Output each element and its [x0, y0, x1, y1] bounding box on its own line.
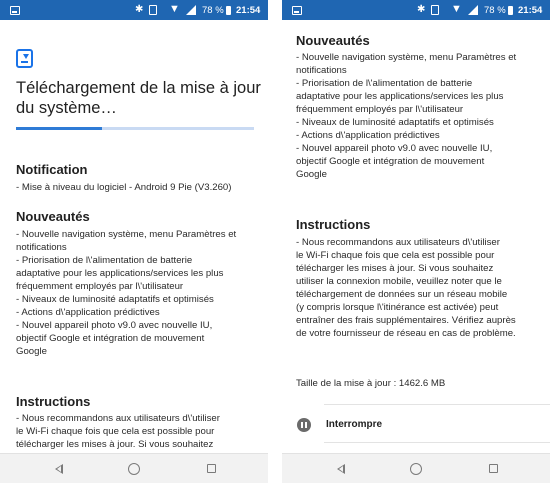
text-line: fréquemment employés par l\'utilisateur — [296, 104, 464, 115]
app-notification-icon — [292, 6, 302, 15]
divider — [324, 404, 550, 405]
text-line: objectif Google et intégration de mouvement — [296, 156, 485, 167]
text-line: - Actions d\'application prédictives — [16, 307, 160, 318]
text-line: télécharger les mises à jour. Si vous souhaitez — [296, 263, 494, 274]
app-notification-icon — [10, 6, 20, 15]
text-line: téléchargement de données sur un réseau mobile — [296, 289, 508, 300]
text-line: (y compris lorsque l\'itinérance est activée) peut — [296, 302, 499, 313]
signal-icon — [186, 5, 196, 15]
recents-icon[interactable] — [207, 464, 216, 473]
page-title — [16, 78, 264, 118]
instructions-heading: Instructions — [16, 394, 91, 409]
text-line: entraîner des frais supplémentaires. Vérifiez auprès — [296, 315, 516, 326]
text-line: utiliser la connexion mobile, veuillez noter que le — [296, 276, 502, 287]
text-line: - Niveaux de luminosité adaptatifs et optimisés — [296, 117, 494, 128]
nouveautes-text — [296, 51, 539, 181]
instructions-text — [16, 412, 259, 451]
signal-icon — [468, 5, 478, 15]
title-line: du système… — [16, 99, 117, 117]
nouveautes-text — [16, 228, 259, 358]
left-screen — [0, 0, 268, 483]
back-icon[interactable] — [337, 464, 345, 474]
navigation-bar — [0, 453, 268, 483]
download-icon — [16, 49, 33, 68]
text-line: - Actions d\'application prédictives — [296, 130, 440, 141]
interrompre-button[interactable]: Interrompre — [326, 419, 383, 430]
text-line: - Priorisation de l\'alimentation de batterie — [16, 255, 193, 266]
text-line: notifications — [16, 242, 67, 253]
text-line: télécharger les mises à jour. Si vous souhaitez — [16, 439, 214, 450]
text-line: de votre fournisseur de réseau en cas de problème. — [296, 328, 516, 339]
battery-icon — [508, 6, 513, 15]
text-line: adaptative pour les applications/services les plus — [16, 268, 224, 279]
battery-percent: 78 % — [202, 5, 224, 16]
wifi-icon: ▼ — [169, 3, 180, 15]
text-line: - Nous recommandons aux utilisateurs d\'utiliser — [296, 237, 500, 248]
clock: 21:54 — [236, 5, 261, 16]
title-line: Téléchargement de la mise à jour — [16, 79, 261, 97]
status-bar — [282, 0, 550, 20]
text-line: le Wi-Fi chaque fois que cela est possible pour — [16, 426, 215, 437]
notification-heading: Notification — [16, 162, 88, 177]
vibrate-icon — [149, 5, 157, 15]
instructions-heading: Instructions — [296, 217, 371, 232]
text-line: - Nouvelle navigation système, menu Paramètres et — [16, 229, 237, 240]
nouveautes-heading: Nouveautés — [16, 209, 90, 224]
instructions-text — [296, 236, 539, 340]
text-line: - Mise à niveau du logiciel - Android 9 Pie (V3.260) — [16, 182, 232, 193]
text-line: fréquemment employés par l\'utilisateur — [16, 281, 184, 292]
notification-text — [16, 181, 259, 194]
navigation-bar — [282, 453, 550, 483]
text-line: Google — [16, 346, 47, 357]
text-line: - Nouvel appareil photo v9.0 avec nouvelle IU, — [296, 143, 493, 154]
update-details[interactable] — [282, 20, 550, 453]
text-line: - Priorisation de l\'alimentation de batterie — [296, 78, 473, 89]
recents-icon[interactable] — [489, 464, 498, 473]
wifi-icon: ▼ — [451, 3, 462, 15]
text-line: adaptative pour les applications/services les plus — [296, 91, 504, 102]
download-progress-fill — [16, 127, 102, 130]
update-details[interactable] — [0, 20, 268, 453]
home-icon[interactable] — [410, 463, 422, 475]
text-line: notifications — [296, 65, 347, 76]
vibrate-icon — [431, 5, 439, 15]
status-bar — [0, 0, 268, 20]
back-icon[interactable] — [55, 464, 63, 474]
update-size: Taille de la mise à jour : 1462.6 MB — [296, 378, 446, 389]
bluetooth-icon: ✱ — [135, 4, 144, 15]
nouveautes-heading: Nouveautés — [296, 33, 370, 48]
bluetooth-icon: ✱ — [417, 4, 426, 15]
battery-percent: 78 % — [484, 5, 506, 16]
pause-icon[interactable] — [297, 418, 311, 432]
right-screen — [282, 0, 550, 483]
text-line: le Wi-Fi chaque fois que cela est possible pour — [296, 250, 495, 261]
divider — [324, 442, 550, 443]
clock: 21:54 — [518, 5, 543, 16]
text-line: Google — [296, 169, 327, 180]
text-line: - Nouvelle navigation système, menu Paramètres et — [296, 52, 517, 63]
battery-icon — [226, 6, 231, 15]
text-line: - Niveaux de luminosité adaptatifs et optimisés — [16, 294, 214, 305]
text-line: - Nouvel appareil photo v9.0 avec nouvelle IU, — [16, 320, 213, 331]
home-icon[interactable] — [128, 463, 140, 475]
text-line: objectif Google et intégration de mouvement — [16, 333, 205, 344]
text-line: - Nous recommandons aux utilisateurs d\'utiliser — [16, 413, 220, 424]
download-progress-bar — [16, 127, 254, 130]
